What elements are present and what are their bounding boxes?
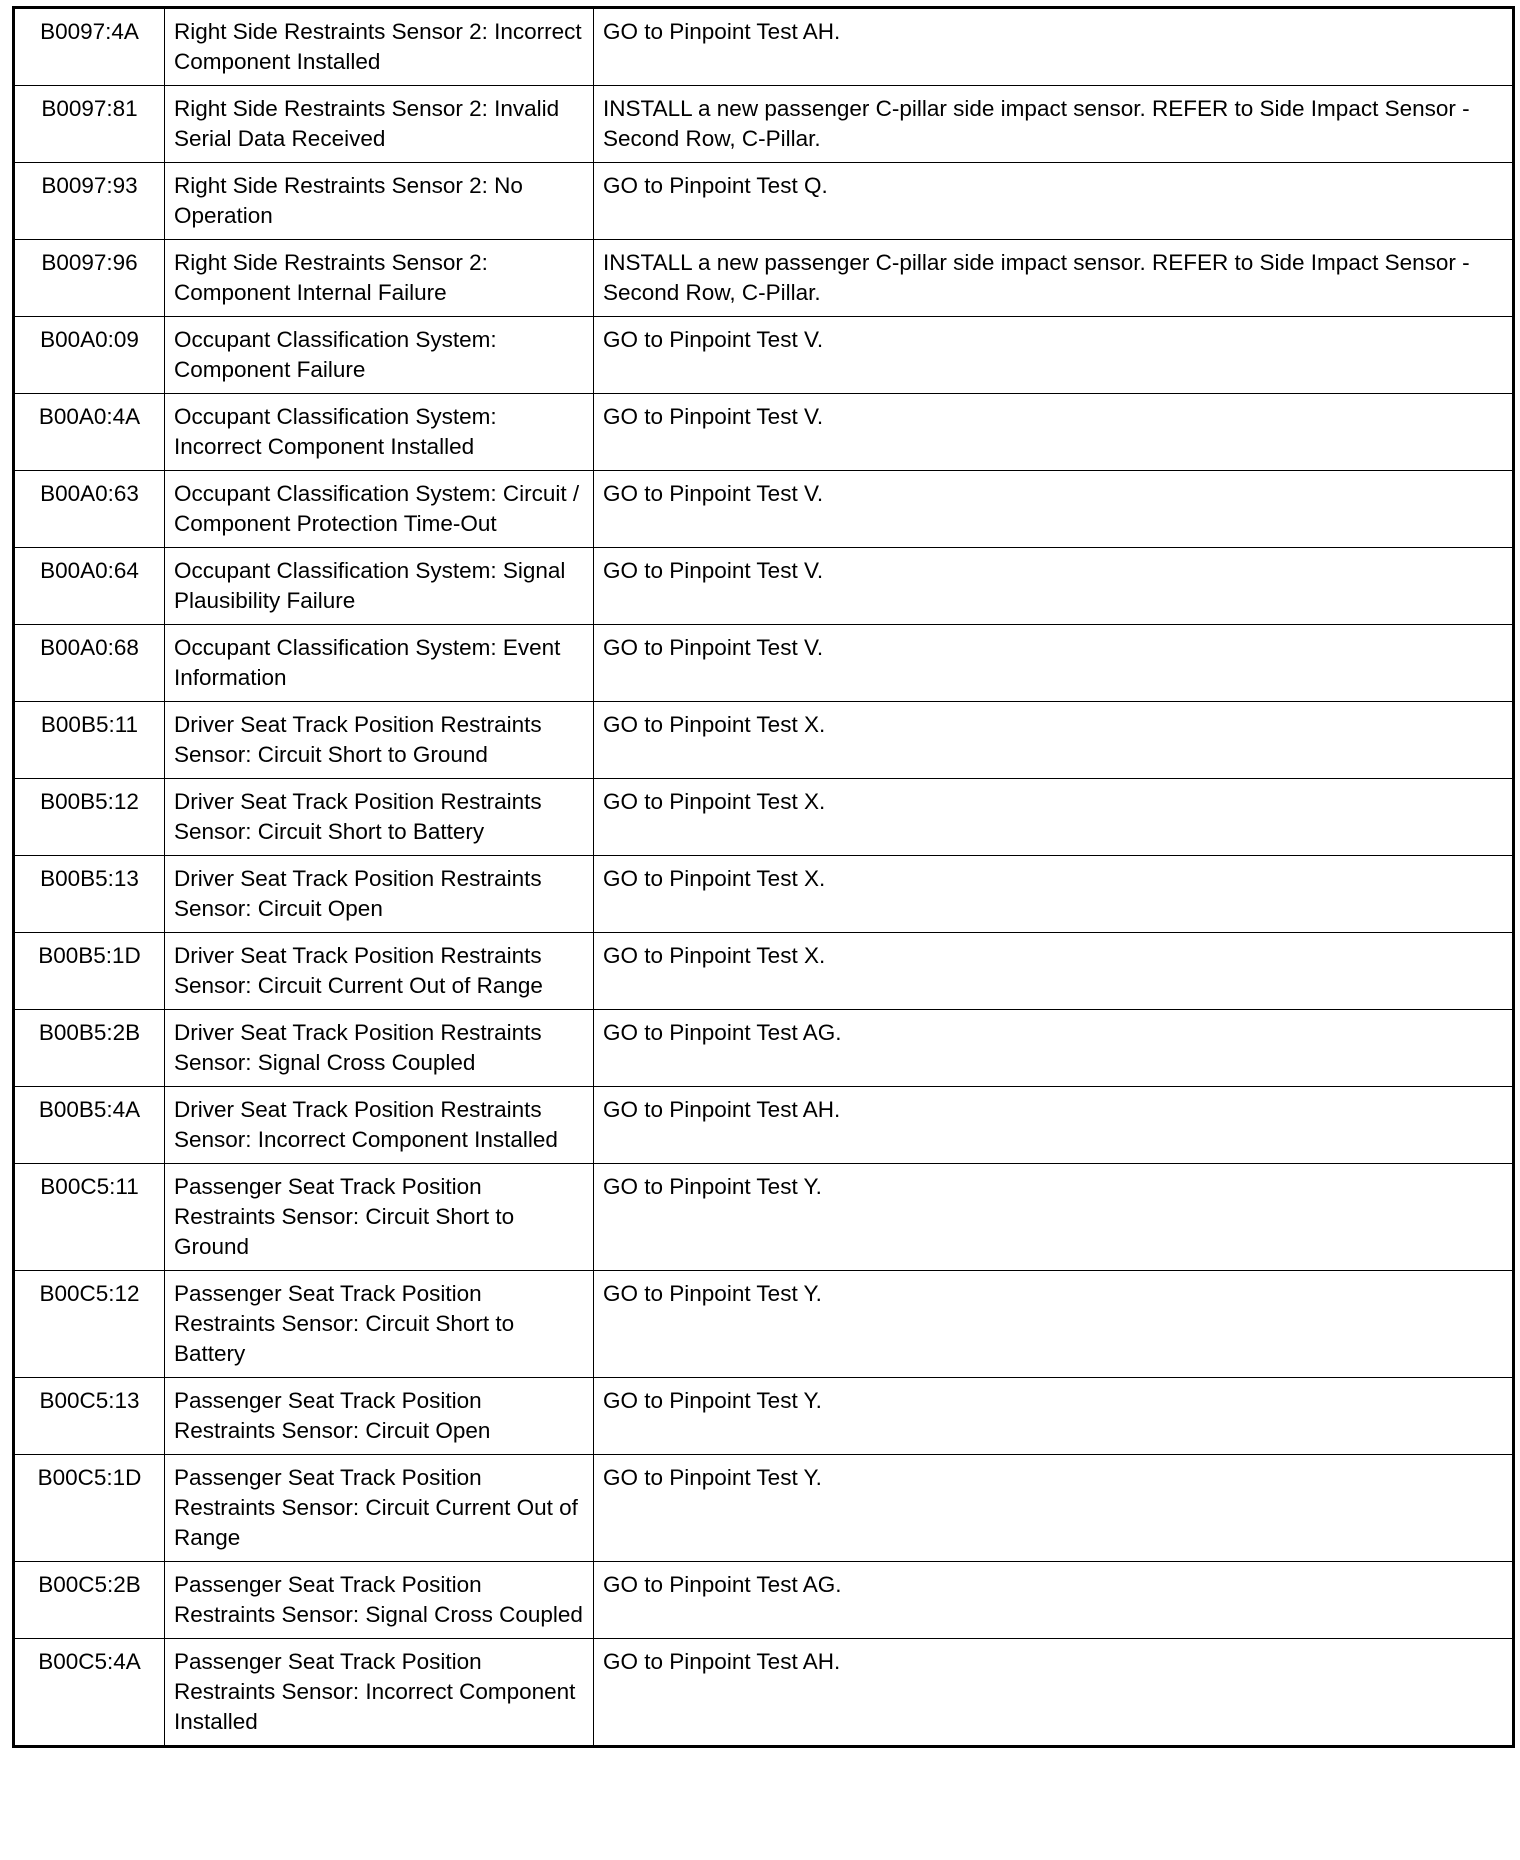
dtc-code: B00A0:68 bbox=[14, 625, 165, 702]
table-row bbox=[14, 779, 1514, 856]
dtc-description: Passenger Seat Track Position Restraints Sensor: Incorrect Component Installed bbox=[165, 1639, 594, 1747]
dtc-code: B00A0:64 bbox=[14, 548, 165, 625]
table-row bbox=[14, 625, 1514, 702]
dtc-code: B00B5:4A bbox=[14, 1087, 165, 1164]
dtc-action: GO to Pinpoint Test V. bbox=[594, 625, 1514, 702]
dtc-action: GO to Pinpoint Test Y. bbox=[594, 1378, 1514, 1455]
table-row bbox=[14, 1271, 1514, 1378]
dtc-code: B00C5:2B bbox=[14, 1562, 165, 1639]
table-row bbox=[14, 702, 1514, 779]
dtc-action: GO to Pinpoint Test V. bbox=[594, 317, 1514, 394]
dtc-description: Driver Seat Track Position Restraints Sensor: Signal Cross Coupled bbox=[165, 1010, 594, 1087]
dtc-description: Passenger Seat Track Position Restraints Sensor: Circuit Short to Ground bbox=[165, 1164, 594, 1271]
dtc-code: B0097:81 bbox=[14, 86, 165, 163]
table-row bbox=[14, 394, 1514, 471]
dtc-action: GO to Pinpoint Test X. bbox=[594, 779, 1514, 856]
dtc-action: GO to Pinpoint Test AG. bbox=[594, 1010, 1514, 1087]
table-row bbox=[14, 86, 1514, 163]
dtc-code: B00C5:11 bbox=[14, 1164, 165, 1271]
table-row bbox=[14, 240, 1514, 317]
dtc-description: Right Side Restraints Sensor 2: No Operation bbox=[165, 163, 594, 240]
dtc-code: B00B5:11 bbox=[14, 702, 165, 779]
dtc-description: Driver Seat Track Position Restraints Sensor: Circuit Short to Ground bbox=[165, 702, 594, 779]
dtc-description: Passenger Seat Track Position Restraints Sensor: Circuit Current Out of Range bbox=[165, 1455, 594, 1562]
dtc-table bbox=[12, 6, 1515, 1748]
dtc-code: B0097:96 bbox=[14, 240, 165, 317]
table-row bbox=[14, 8, 1514, 86]
dtc-action: GO to Pinpoint Test X. bbox=[594, 702, 1514, 779]
dtc-code: B0097:93 bbox=[14, 163, 165, 240]
dtc-action: GO to Pinpoint Test X. bbox=[594, 856, 1514, 933]
dtc-action: GO to Pinpoint Test V. bbox=[594, 548, 1514, 625]
dtc-action: GO to Pinpoint Test X. bbox=[594, 933, 1514, 1010]
table-row bbox=[14, 1455, 1514, 1562]
table-row bbox=[14, 163, 1514, 240]
dtc-description: Occupant Classification System: Incorrect Component Installed bbox=[165, 394, 594, 471]
table-row bbox=[14, 1087, 1514, 1164]
table-row bbox=[14, 1639, 1514, 1747]
dtc-description: Occupant Classification System: Signal Plausibility Failure bbox=[165, 548, 594, 625]
dtc-description: Passenger Seat Track Position Restraints Sensor: Circuit Short to Battery bbox=[165, 1271, 594, 1378]
dtc-code: B00C5:12 bbox=[14, 1271, 165, 1378]
dtc-action: GO to Pinpoint Test V. bbox=[594, 394, 1514, 471]
dtc-description: Passenger Seat Track Position Restraints Sensor: Signal Cross Coupled bbox=[165, 1562, 594, 1639]
dtc-code: B00A0:4A bbox=[14, 394, 165, 471]
table-row bbox=[14, 933, 1514, 1010]
dtc-code: B00A0:63 bbox=[14, 471, 165, 548]
table-row bbox=[14, 856, 1514, 933]
table-row bbox=[14, 317, 1514, 394]
dtc-description: Occupant Classification System: Component Failure bbox=[165, 317, 594, 394]
dtc-action: GO to Pinpoint Test Y. bbox=[594, 1455, 1514, 1562]
dtc-description: Right Side Restraints Sensor 2: Incorrect Component Installed bbox=[165, 8, 594, 86]
dtc-description: Right Side Restraints Sensor 2: Component Internal Failure bbox=[165, 240, 594, 317]
dtc-code: B00B5:2B bbox=[14, 1010, 165, 1087]
dtc-description: Driver Seat Track Position Restraints Sensor: Circuit Current Out of Range bbox=[165, 933, 594, 1010]
dtc-action: GO to Pinpoint Test AG. bbox=[594, 1562, 1514, 1639]
dtc-action: INSTALL a new passenger C-pillar side impact sensor. REFER to Side Impact Sensor - Second Row, C-Pillar. bbox=[594, 86, 1514, 163]
dtc-description: Driver Seat Track Position Restraints Sensor: Incorrect Component Installed bbox=[165, 1087, 594, 1164]
table-row bbox=[14, 471, 1514, 548]
dtc-description: Passenger Seat Track Position Restraints Sensor: Circuit Open bbox=[165, 1378, 594, 1455]
table-row bbox=[14, 1164, 1514, 1271]
dtc-code: B00B5:12 bbox=[14, 779, 165, 856]
dtc-description: Occupant Classification System: Circuit / Component Protection Time-Out bbox=[165, 471, 594, 548]
dtc-code: B00C5:13 bbox=[14, 1378, 165, 1455]
dtc-action: GO to Pinpoint Test Y. bbox=[594, 1164, 1514, 1271]
dtc-description: Right Side Restraints Sensor 2: Invalid Serial Data Received bbox=[165, 86, 594, 163]
table-row bbox=[14, 1562, 1514, 1639]
table-row bbox=[14, 548, 1514, 625]
dtc-description: Driver Seat Track Position Restraints Sensor: Circuit Open bbox=[165, 856, 594, 933]
dtc-action: GO to Pinpoint Test Y. bbox=[594, 1271, 1514, 1378]
dtc-action: GO to Pinpoint Test Q. bbox=[594, 163, 1514, 240]
table-row bbox=[14, 1010, 1514, 1087]
dtc-action: GO to Pinpoint Test AH. bbox=[594, 8, 1514, 86]
dtc-code: B00A0:09 bbox=[14, 317, 165, 394]
dtc-code: B00C5:4A bbox=[14, 1639, 165, 1747]
dtc-action: GO to Pinpoint Test V. bbox=[594, 471, 1514, 548]
dtc-code: B00B5:13 bbox=[14, 856, 165, 933]
dtc-action: INSTALL a new passenger C-pillar side impact sensor. REFER to Side Impact Sensor - Second Row, C-Pillar. bbox=[594, 240, 1514, 317]
table-row bbox=[14, 1378, 1514, 1455]
dtc-table-body bbox=[14, 8, 1514, 1747]
dtc-code: B00C5:1D bbox=[14, 1455, 165, 1562]
dtc-code: B0097:4A bbox=[14, 8, 165, 86]
dtc-code: B00B5:1D bbox=[14, 933, 165, 1010]
dtc-description: Occupant Classification System: Event Information bbox=[165, 625, 594, 702]
dtc-description: Driver Seat Track Position Restraints Sensor: Circuit Short to Battery bbox=[165, 779, 594, 856]
dtc-action: GO to Pinpoint Test AH. bbox=[594, 1087, 1514, 1164]
dtc-action: GO to Pinpoint Test AH. bbox=[594, 1639, 1514, 1747]
